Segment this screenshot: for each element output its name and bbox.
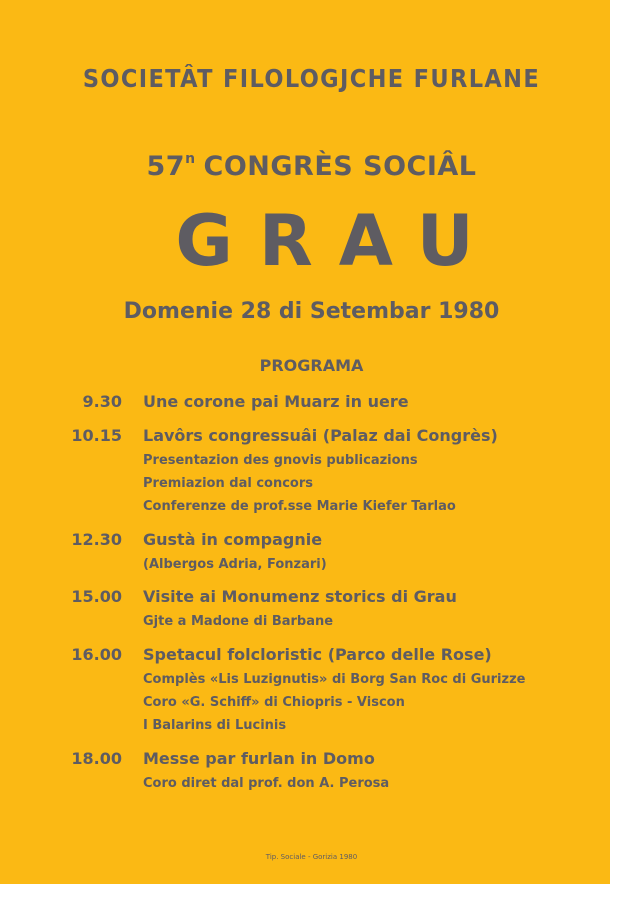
program-heading: PROGRAMA [259,356,364,375]
place-title: GRAU [175,200,500,282]
program-time: 12.30 [71,530,122,549]
program-detail: Premiazion dal concors [143,476,314,491]
program-time: 9.30 [82,392,122,411]
program-title: Une corone pai Muarz in uere [143,392,409,411]
program-title: Lavôrs congressuâi (Palaz dai Congrès) [143,426,498,445]
program-title: Visite ai Monumenz storics di Grau [143,587,457,606]
printer-credit: Tip. Sociale - Gorizia 1980 [265,853,358,861]
event-date: Domenie 28 di Setembar 1980 [123,299,500,324]
program-title: Messe par furlan in Domo [143,749,375,768]
program-title: Gustà in compagnie [143,530,323,549]
program-detail: Conferenze de prof.sse Marie Kiefer Tarlao [143,499,456,514]
program-detail: Coro diret dal prof. don A. Perosa [143,776,390,791]
program-time: 18.00 [71,749,122,768]
program-detail: Complès «Lis Luzignutis» di Borg San Roc di Gurizze [143,672,526,687]
program-detail: Coro «G. Schiff» di Chiopris - Viscon [143,695,405,710]
society-name: SOCIETÂT FILOLOGJCHE FURLANE [82,64,541,93]
congress-number: 57 [146,151,186,182]
program-time: 10.15 [71,426,122,445]
program-detail: Gjte a Madone di Barbane [143,614,334,629]
program-time: 16.00 [71,645,122,664]
program-detail: I Balarins di Lucinis [143,718,287,733]
congress-title: CONGRÈS SOCIÂL [203,151,477,182]
program-time: 15.00 [71,587,122,606]
congress-heading [0,151,623,182]
program-detail: Presentazion des gnovis publicazions [143,453,418,468]
program-detail: (Albergos Adria, Fonzari) [143,557,327,572]
congress-number-suffix: n [185,151,196,167]
program-title: Spetacul folcloristic (Parco delle Rose) [143,645,492,664]
